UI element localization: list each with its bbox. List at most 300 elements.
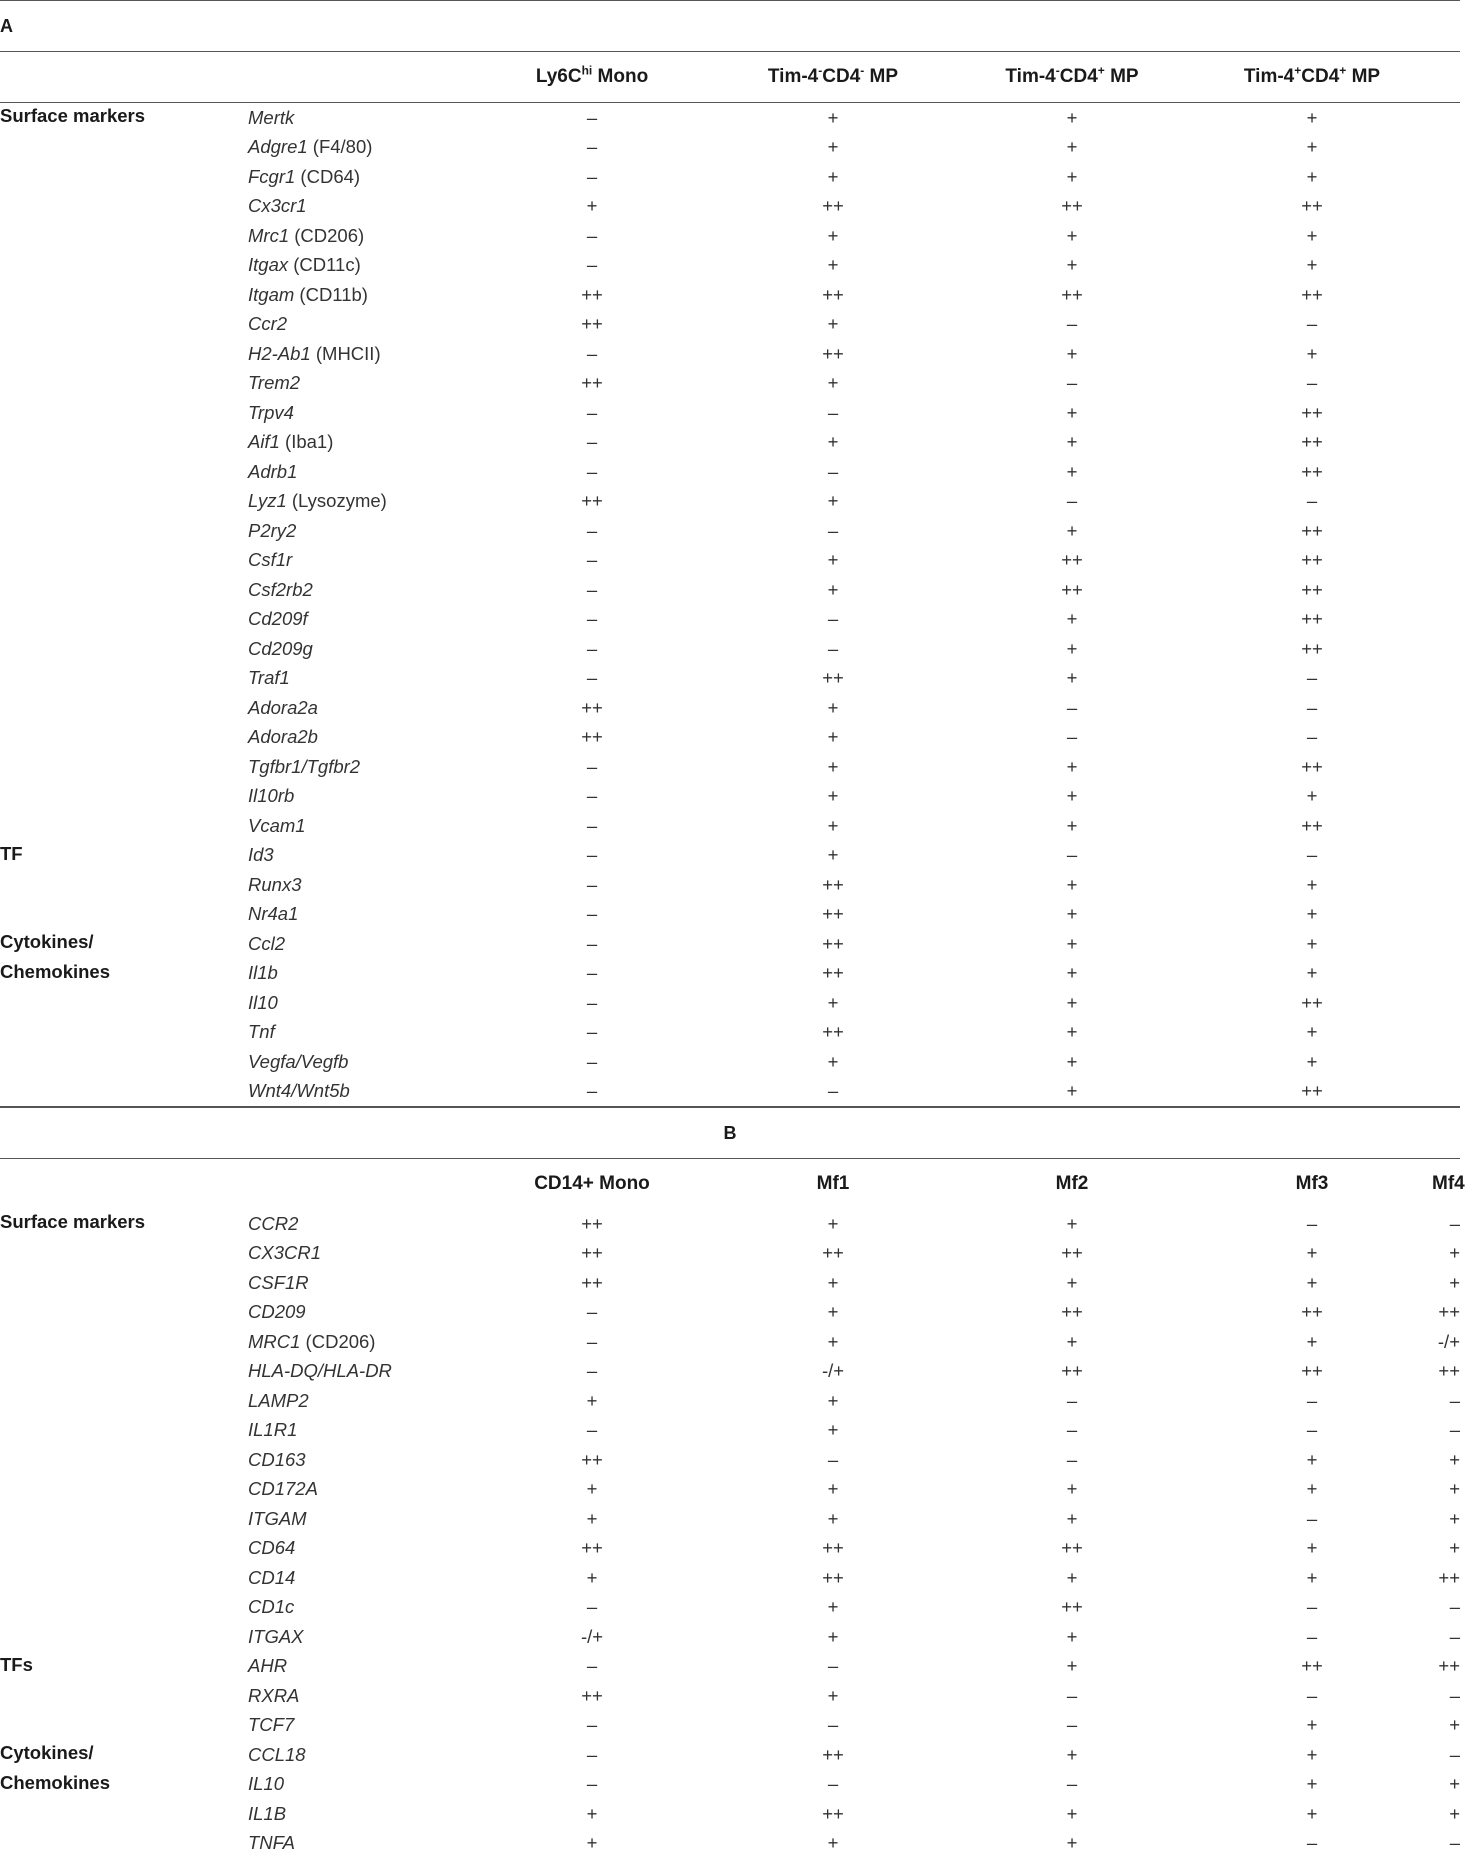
expression-value: – [470,752,714,782]
col-header-cd14-mono: CD14+ Mono [470,1159,714,1209]
col-header-tim4-neg-cd4-pos: Tim-4-CD4+ MP [952,52,1192,103]
expression-value: + [714,369,952,399]
table-b-label: B [0,1108,1460,1159]
category-label [0,1475,248,1505]
table-row [0,310,1460,340]
table-row [0,811,1460,841]
expression-value: – [714,1445,952,1475]
gene-name: P2ry2 [248,516,470,546]
expression-value: + [952,1047,1192,1077]
expression-value: – [1192,310,1432,340]
expression-value: + [1432,1504,1460,1534]
expression-value: + [952,1622,1192,1652]
expression-value: – [470,398,714,428]
expression-value: ++ [470,1534,714,1564]
expression-value: + [952,133,1192,163]
table-row [0,103,1460,133]
table-row [0,1047,1460,1077]
gene-name: Adgre1 (F4/80) [248,133,470,163]
expression-value: – [714,457,952,487]
category-label [0,162,248,192]
expression-value: – [1432,1829,1460,1858]
category-label [0,870,248,900]
expression-value: -/+ [1432,1327,1460,1357]
expression-value: – [470,1416,714,1446]
category-label: Surface markers [0,1209,248,1239]
expression-value: + [1432,1770,1460,1800]
gene-name: H2-Ab1 (MHCII) [248,339,470,369]
expression-value: + [952,1799,1192,1829]
table-row [0,1298,1460,1328]
gene-name: Vegfa/Vegfb [248,1047,470,1077]
gene-name: Cd209g [248,634,470,664]
expression-value: + [952,1018,1192,1048]
expression-value: – [714,516,952,546]
expression-value: + [470,1563,714,1593]
expression-value: + [1192,133,1432,163]
category-label [0,339,248,369]
expression-value: + [470,1829,714,1858]
category-label [0,1711,248,1741]
expression-value: + [952,1268,1192,1298]
table-row [0,1268,1460,1298]
expression-value: ++ [1192,811,1432,841]
expression-value: + [952,811,1192,841]
expression-value: – [1192,841,1432,871]
expression-value: + [714,1475,952,1505]
expression-value: – [1192,1829,1432,1858]
expression-value: ++ [1432,1298,1460,1328]
category-label [0,1534,248,1564]
expression-value: ++ [952,280,1192,310]
category-label [0,1268,248,1298]
category-label: Surface markers [0,103,248,133]
expression-value: ++ [714,339,952,369]
gene-name: Trpv4 [248,398,470,428]
category-label [0,1416,248,1446]
expression-value: + [1192,959,1432,989]
category-label [0,310,248,340]
gene-name: Tgfbr1/Tgfbr2 [248,752,470,782]
table-row [0,988,1460,1018]
expression-value: + [952,251,1192,281]
category-label [0,133,248,163]
expression-value: + [952,428,1192,458]
expression-value: – [952,369,1192,399]
expression-value: ++ [1192,1298,1432,1328]
expression-value: + [1192,870,1432,900]
expression-value: – [714,398,952,428]
category-label [0,1593,248,1623]
expression-value: – [1192,1622,1432,1652]
expression-value: – [470,1298,714,1328]
gene-name: CSF1R [248,1268,470,1298]
category-label [0,900,248,930]
expression-value: + [952,1740,1192,1770]
category-label [0,1018,248,1048]
expression-value: – [1192,1681,1432,1711]
expression-value: ++ [470,1239,714,1269]
expression-value: + [1192,339,1432,369]
gene-name: Vcam1 [248,811,470,841]
gene-name: LAMP2 [248,1386,470,1416]
col-header-tim4-neg-cd4-neg: Tim-4-CD4- MP [714,52,952,103]
expression-value: + [714,487,952,517]
gene-name: Ccl2 [248,929,470,959]
expression-value: – [1432,1622,1460,1652]
expression-value: – [470,900,714,930]
gene-name: Lyz1 (Lysozyme) [248,487,470,517]
gene-name: Runx3 [248,870,470,900]
gene-name: TNFA [248,1829,470,1858]
gene-name: Aif1 (Iba1) [248,428,470,458]
expression-value: + [714,251,952,281]
expression-value: ++ [952,1239,1192,1269]
expression-value: ++ [952,1298,1192,1328]
category-label [0,192,248,222]
expression-value: – [952,1770,1192,1800]
expression-value: ++ [470,487,714,517]
expression-value: + [714,428,952,458]
expression-value: + [952,1563,1192,1593]
category-label [0,251,248,281]
expression-value: + [714,1829,952,1858]
expression-value: – [714,1652,952,1682]
expression-value: + [952,988,1192,1018]
expression-value: ++ [952,192,1192,222]
category-label [0,782,248,812]
expression-value: + [714,693,952,723]
expression-value: ++ [1192,428,1432,458]
expression-value: ++ [470,693,714,723]
gene-name: Cd209f [248,605,470,635]
expression-value: + [714,811,952,841]
table-row [0,1711,1460,1741]
expression-value: + [952,929,1192,959]
expression-value: ++ [1192,605,1432,635]
expression-value: + [952,221,1192,251]
table-row [0,457,1460,487]
table-row [0,162,1460,192]
category-label [0,1829,248,1858]
category-label [0,723,248,753]
category-label [0,487,248,517]
expression-value: – [470,1357,714,1387]
expression-value: – [1192,693,1432,723]
table-row [0,1652,1460,1682]
expression-value: ++ [1192,1077,1432,1107]
expression-value: + [952,339,1192,369]
gene-name: Trem2 [248,369,470,399]
expression-value: ++ [952,546,1192,576]
expression-value: -/+ [714,1357,952,1387]
gene-name: Adora2a [248,693,470,723]
gene-name: Il10rb [248,782,470,812]
expression-value: + [1192,1239,1432,1269]
expression-value: + [1192,1018,1432,1048]
expression-value: -/+ [470,1622,714,1652]
expression-value: – [470,251,714,281]
expression-value: + [714,103,952,133]
gene-name: IL1B [248,1799,470,1829]
table-row [0,1799,1460,1829]
table-row [0,605,1460,635]
table-row [0,634,1460,664]
expression-value: – [470,1711,714,1741]
gene-name: Tnf [248,1018,470,1048]
expression-value: + [1192,221,1432,251]
expression-value: – [470,605,714,635]
expression-value: ++ [470,369,714,399]
table-b [0,1107,1460,1858]
category-label [0,457,248,487]
expression-value: + [470,1475,714,1505]
table-row [0,959,1460,989]
expression-value: – [470,1047,714,1077]
expression-value: + [952,1652,1192,1682]
expression-value: + [952,1475,1192,1505]
expression-value: – [470,133,714,163]
expression-value: + [952,1209,1192,1239]
expression-value: ++ [714,192,952,222]
expression-value: – [470,221,714,251]
table-row [0,1504,1460,1534]
expression-value: ++ [714,280,952,310]
category-label: Cytokines/ [0,929,248,959]
expression-value: – [1192,664,1432,694]
expression-value: + [1192,1711,1432,1741]
expression-value: ++ [1192,192,1432,222]
table-row [0,723,1460,753]
gene-name: Adrb1 [248,457,470,487]
expression-value: – [1432,1416,1460,1446]
table-row [0,516,1460,546]
expression-value: + [714,310,952,340]
category-label [0,1386,248,1416]
table-row [0,1593,1460,1623]
gene-name: Csf2rb2 [248,575,470,605]
expression-value: + [714,1209,952,1239]
category-label [0,398,248,428]
expression-value: – [470,988,714,1018]
expression-value: – [470,339,714,369]
gene-name: ITGAM [248,1504,470,1534]
expression-value: + [952,634,1192,664]
table-row [0,133,1460,163]
table-row [0,1357,1460,1387]
gene-name: Mrc1 (CD206) [248,221,470,251]
category-label [0,988,248,1018]
expression-value: + [714,988,952,1018]
gene-name: CD172A [248,1475,470,1505]
expression-value: – [714,1077,952,1107]
table-row [0,1740,1460,1770]
col-header-ly6chi-mono: $Ly6C^{hi}$ Mono [470,52,714,103]
category-label: Chemokines [0,959,248,989]
category-label [0,221,248,251]
expression-value: ++ [1432,1563,1460,1593]
expression-value: + [1192,162,1432,192]
expression-value: – [1432,1740,1460,1770]
expression-value: ++ [470,1445,714,1475]
expression-value: – [952,310,1192,340]
expression-value: + [1192,251,1432,281]
category-label [0,1504,248,1534]
expression-value: ++ [470,1209,714,1239]
expression-value: + [1192,1563,1432,1593]
expression-value: – [470,516,714,546]
expression-value: – [470,634,714,664]
expression-value: – [952,1416,1192,1446]
expression-value: ++ [952,1593,1192,1623]
gene-name: IL10 [248,1770,470,1800]
expression-value: ++ [1192,280,1432,310]
expression-value: – [470,428,714,458]
expression-value: + [1192,1534,1432,1564]
category-label [0,1681,248,1711]
expression-value: – [470,1593,714,1623]
gene-name: CCL18 [248,1740,470,1770]
category-label [0,693,248,723]
expression-value: – [470,1077,714,1107]
expression-value: ++ [714,929,952,959]
expression-value: – [470,103,714,133]
gene-name: Cx3cr1 [248,192,470,222]
category-label: Chemokines [0,1770,248,1800]
expression-value: ++ [714,664,952,694]
expression-value: + [714,782,952,812]
table-row [0,1681,1460,1711]
gene-name: Itgam (CD11b) [248,280,470,310]
table-row [0,929,1460,959]
expression-value: + [714,1386,952,1416]
expression-value: – [1432,1386,1460,1416]
expression-value: + [714,1416,952,1446]
table-row [0,870,1460,900]
expression-value: ++ [470,1268,714,1298]
expression-value: + [1192,1268,1432,1298]
gene-name: Traf1 [248,664,470,694]
expression-value: + [470,1799,714,1829]
gene-name: CD14 [248,1563,470,1593]
table-row [0,693,1460,723]
category-label [0,280,248,310]
expression-value: ++ [714,1799,952,1829]
expression-value: + [714,1268,952,1298]
gene-name: Il1b [248,959,470,989]
expression-value: ++ [1192,752,1432,782]
category-label [0,1622,248,1652]
category-label [0,1445,248,1475]
expression-value: + [952,605,1192,635]
table-row [0,251,1460,281]
category-label [0,428,248,458]
expression-value: + [1432,1475,1460,1505]
expression-value: + [952,900,1192,930]
col-header-mf1: Mf1 [714,1159,952,1209]
expression-value: + [714,1622,952,1652]
table-row [0,1416,1460,1446]
table-row [0,192,1460,222]
expression-value: + [470,192,714,222]
expression-value: + [1192,1445,1432,1475]
expression-value: ++ [714,1740,952,1770]
expression-value: + [714,546,952,576]
table-row [0,1445,1460,1475]
expression-value: – [470,1770,714,1800]
table-row [0,221,1460,251]
expression-value: ++ [714,1239,952,1269]
expression-value: + [1192,1799,1432,1829]
table-row [0,1209,1460,1239]
expression-value: + [1192,1475,1432,1505]
expression-value: ++ [1192,1652,1432,1682]
expression-value: – [1432,1209,1460,1239]
expression-value: + [1192,782,1432,812]
expression-value: – [470,870,714,900]
category-label [0,1799,248,1829]
expression-value: – [470,575,714,605]
table-a-header-row [0,52,1460,103]
gene-name: AHR [248,1652,470,1682]
gene-name: Wnt4/Wnt5b [248,1077,470,1107]
expression-value: ++ [1432,1652,1460,1682]
expression-value: ++ [1192,988,1432,1018]
table-row [0,398,1460,428]
category-label [0,1357,248,1387]
gene-name: Ccr2 [248,310,470,340]
gene-name: CD1c [248,1593,470,1623]
expression-value: + [952,1077,1192,1107]
gene-name: RXRA [248,1681,470,1711]
expression-value: + [714,1047,952,1077]
expression-value: ++ [714,1018,952,1048]
expression-value: + [714,1327,952,1357]
expression-value: – [470,811,714,841]
expression-value: + [714,221,952,251]
table-row [0,752,1460,782]
category-label [0,664,248,694]
expression-value: – [1192,1593,1432,1623]
expression-value: + [1192,900,1432,930]
expression-value: ++ [714,1563,952,1593]
expression-value: ++ [714,1534,952,1564]
expression-value: ++ [1192,575,1432,605]
expression-value: – [470,546,714,576]
category-label [0,1563,248,1593]
expression-value: + [952,1829,1192,1858]
table-row [0,339,1460,369]
expression-value: – [470,1740,714,1770]
category-label [0,575,248,605]
expression-value: ++ [1192,457,1432,487]
expression-value: – [1192,1504,1432,1534]
table-row [0,487,1460,517]
expression-value: ++ [714,959,952,989]
table-row [0,1829,1460,1858]
expression-value: + [952,398,1192,428]
gene-name: Id3 [248,841,470,871]
table-row [0,782,1460,812]
gene-name: Itgax (CD11c) [248,251,470,281]
table-row [0,664,1460,694]
expression-value: – [952,1681,1192,1711]
category-label [0,1077,248,1107]
expression-value: – [1192,723,1432,753]
table-row [0,280,1460,310]
expression-value: + [1432,1445,1460,1475]
expression-value: – [470,1652,714,1682]
